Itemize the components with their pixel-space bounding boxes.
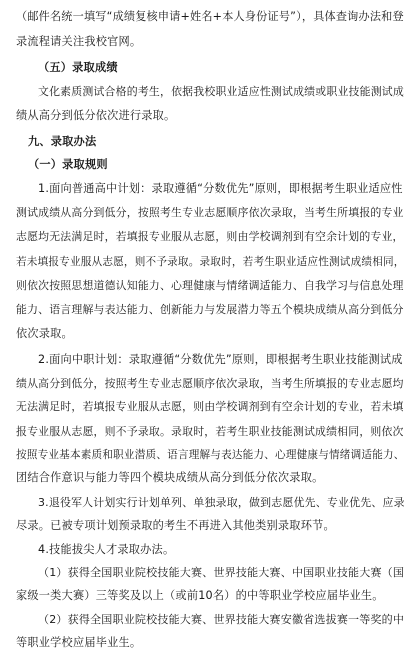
rule-4-item-1-line-1: （1）获得全国职业院校技能大赛、世界技能大赛、中国职业技能大赛（国 — [38, 565, 405, 579]
rule-1-line-3: 志愿均无法满足时，若填报专业服从志愿，则由学校调剂到有空余计划的专业， — [16, 230, 404, 244]
rule-1-line-7: 依次录取。 — [16, 326, 73, 340]
section-5-body-line-1: 文化素质测试合格的考生，依据我校职业适应性测试成绩或职业技能测试成 — [38, 84, 404, 98]
rule-3-line-1: 3.退役军人计划实行计划单列、单独录取，做到志愿优先、专业优先、应录 — [38, 495, 405, 509]
rule-4-item-2-line-1: （2）获得全国职业院校技能大赛、世界技能大赛安徽省选拔赛一等奖的中 — [38, 612, 405, 626]
rule-1-line-1: 1.面向普通高中计划：录取遵循“分数优先”原则，即根据考生职业适应性 — [38, 181, 403, 195]
section-5-body-line-2: 绩从高分到低分依次进行录取。 — [16, 108, 176, 122]
subsection-1-heading: （一）录取规则 — [28, 158, 108, 172]
rule-2-line-1: 2.面向中职计划：录取遵循“分数优先”原则，即根据考生职业技能测试成 — [38, 352, 403, 366]
rule-2-line-2: 绩从高分到低分，按照考生专业志愿顺序依次录取，当考生所填报的专业志愿均 — [16, 377, 404, 390]
rule-1-line-2: 测试成绩从高分到低分，按照考生专业志愿顺序依次录取，当考生所填报的专业 — [16, 206, 404, 220]
section-9-heading: 九、录取办法 — [28, 135, 97, 148]
rule-4-heading: 4.技能拔尖人才录取办法。 — [38, 542, 175, 556]
rule-1-line-6: 能力、语言理解与表达能力、创新能力与发展潜力等五个模块成绩从高分到低分 — [16, 303, 404, 317]
rule-1-line-5: 则依次按照思想道德认知能力、心理健康与情绪调适能力、自我学习与信息处理 — [16, 278, 404, 292]
rule-2-line-3: 无法满足时，若填报专业服从志愿，则由学校调剂到有空余计划的专业，若未填 — [16, 400, 404, 414]
section-5-heading: （五）录取成绩 — [38, 61, 118, 75]
rule-2-line-5: 按照专业基本素质和职业潜质、语言理解与表达能力、心理健康与情绪调适能力、 — [16, 449, 405, 461]
intro-note-line-2: 录流程请关注我校官网。 — [16, 35, 142, 49]
intro-note-line-1: （邮件名统一填写“成绩复核申请+姓名+本人身份证号”），具体查询办法和登 — [16, 10, 404, 23]
rule-4-item-2-line-2: 等职业学校应届毕业生。 — [16, 636, 142, 649]
rule-1-line-4: 若未填报专业服从志愿，则不予录取。录取时，若考生职业适应性测试成绩相同， — [16, 255, 405, 268]
rule-2-line-4: 报专业服从志愿，则不予录取。录取时，若考生职业技能测试成绩相同，则依次 — [16, 424, 404, 438]
rule-3-line-2: 尽录。已被专项计划预录取的考生不再进入其他类别录取环节。 — [16, 519, 335, 533]
rule-2-line-6: 团结合作意识与能力等四个模块成绩从高分到低分依次录取。 — [16, 471, 324, 485]
rule-4-item-1-line-2: 家级一类大赛）三等奖及以上（或前10名）的中等职业学校应届毕业生。 — [16, 589, 384, 603]
